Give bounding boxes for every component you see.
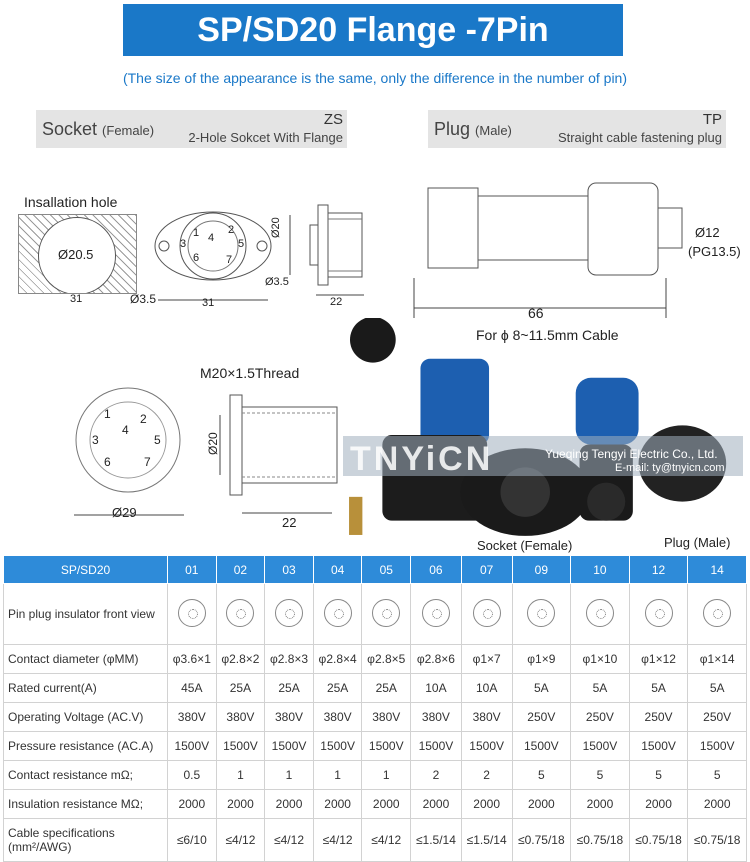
table-header-cell: 09 [512, 556, 571, 584]
table-cell: 2000 [571, 790, 630, 819]
plug-title: Plug (Male) [434, 119, 512, 139]
install-dim31: 31 [70, 293, 83, 305]
photo-socket-label: Socket (Female) [477, 538, 573, 553]
pin-3: 3 [180, 238, 187, 250]
pin-view-icon [313, 584, 362, 645]
table-cell: 25A [313, 674, 362, 703]
photo-plug-label: Plug (Male) [664, 535, 731, 550]
table-cell: 5A [571, 674, 630, 703]
row-label: Contact diameter (φMM) [4, 645, 168, 674]
pin-7: 7 [226, 254, 233, 266]
table-row [4, 819, 747, 862]
table-cell: 1500V [216, 732, 265, 761]
table-row [4, 645, 747, 674]
table-cell: 1 [362, 761, 411, 790]
thread-label: M20×1.5Thread [200, 365, 300, 381]
table-cell: ≤4/12 [362, 819, 411, 862]
thread-d20: Ø20 [206, 432, 220, 455]
table-cell: 250V [571, 703, 630, 732]
plug-side-drawing [410, 178, 690, 328]
page-subtitle: (The size of the appearance is the same, only the difference in the number of pin) [122, 70, 628, 86]
table-cell: ≤1.5/14 [461, 819, 512, 862]
table-cell: 1500V [168, 732, 217, 761]
table-cell: φ1×12 [629, 645, 688, 674]
socket-code: ZS [323, 111, 343, 128]
table-header-cell: 01 [168, 556, 217, 584]
socket-label-box [36, 110, 347, 148]
row-label: Rated current(A) [4, 674, 168, 703]
pin-view-icon [629, 584, 688, 645]
table-cell: 2000 [461, 790, 512, 819]
flange-front-drawing [150, 200, 280, 310]
pin-5: 5 [238, 238, 245, 250]
table-cell: ≤4/12 [313, 819, 362, 862]
table-cell: φ1×7 [461, 645, 512, 674]
table-row [4, 790, 747, 819]
table-cell: φ2.8×6 [411, 645, 462, 674]
table-cell: 45A [168, 674, 217, 703]
table-cell: ≤4/12 [216, 819, 265, 862]
socket-side-dim22: 22 [330, 296, 343, 308]
table-cell: 1500V [461, 732, 512, 761]
row-label: Cable specifications (mm²/AWG) [4, 819, 168, 862]
cable-note: For ϕ 8~11.5mm Cable [476, 327, 619, 343]
page-title: SP/SD20 Flange -7Pin [123, 4, 623, 56]
row-label: Insulation resistance MΩ; [4, 790, 168, 819]
bpin-3: 3 [92, 433, 99, 447]
table-cell: ≤1.5/14 [411, 819, 462, 862]
table-cell: 5 [688, 761, 747, 790]
table-cell: ≤0.75/18 [629, 819, 688, 862]
table-header-cell: 04 [313, 556, 362, 584]
plug-pg13-5: (PG13.5) [688, 244, 741, 259]
table-cell: 5 [629, 761, 688, 790]
bpin-1: 1 [104, 407, 111, 421]
bpin-5: 5 [154, 433, 161, 447]
table-header-cell: 12 [629, 556, 688, 584]
table-cell: ≤0.75/18 [571, 819, 630, 862]
table-cell: 2000 [168, 790, 217, 819]
plug-dim66: 66 [528, 305, 544, 321]
table-cell: 1 [313, 761, 362, 790]
pin-1: 1 [193, 227, 200, 239]
table-cell: 2 [411, 761, 462, 790]
pin-view-icon [411, 584, 462, 645]
install-d3-5: Ø3.5 [130, 292, 157, 306]
bpin-7: 7 [144, 455, 151, 469]
row-label: Pressure resistance (AC.A) [4, 732, 168, 761]
pin-view-icon [362, 584, 411, 645]
pin-view-icon [461, 584, 512, 645]
row-label: Operating Voltage (AC.V) [4, 703, 168, 732]
product-photo [330, 318, 730, 550]
table-cell: 1500V [629, 732, 688, 761]
pin-view-icon [216, 584, 265, 645]
table-cell: 2000 [216, 790, 265, 819]
table-cell: 250V [629, 703, 688, 732]
table-cell: 5A [688, 674, 747, 703]
table-cell: 380V [461, 703, 512, 732]
table-cell: 5A [629, 674, 688, 703]
table-row [4, 761, 747, 790]
pin-2: 2 [228, 224, 235, 236]
socket-desc: 2-Hole Sokcet With Flange [188, 130, 343, 145]
table-cell: 10A [461, 674, 512, 703]
table-cell: 2000 [362, 790, 411, 819]
table-cell: 250V [688, 703, 747, 732]
table-cell: 1500V [362, 732, 411, 761]
plug-desc: Straight cable fastening plug [557, 130, 722, 145]
bpin-4: 4 [122, 423, 129, 437]
table-cell: φ2.8×2 [216, 645, 265, 674]
pin-view-icon [265, 584, 314, 645]
table-cell: 25A [265, 674, 314, 703]
table-cell: ≤4/12 [265, 819, 314, 862]
pin-6: 6 [193, 252, 200, 264]
bpin-2: 2 [140, 412, 147, 426]
table-cell: 5 [512, 761, 571, 790]
table-cell: 1500V [571, 732, 630, 761]
table-header-cell: 02 [216, 556, 265, 584]
bpin-6: 6 [104, 455, 111, 469]
table-row-pin-view [4, 584, 747, 645]
pin-view-icon [512, 584, 571, 645]
table-row [4, 732, 747, 761]
table-cell: 380V [362, 703, 411, 732]
row-label: Pin plug insulator front view [4, 584, 168, 645]
table-cell: 2000 [411, 790, 462, 819]
table-cell: 2000 [512, 790, 571, 819]
table-cell: φ2.8×3 [265, 645, 314, 674]
table-cell: ≤0.75/18 [512, 819, 571, 862]
table-cell: 380V [411, 703, 462, 732]
table-cell: 380V [216, 703, 265, 732]
brand-logo: TNYiCN [350, 440, 494, 478]
install-hole-label: Insallation hole [24, 194, 118, 210]
flange-dim31: 31 [202, 297, 215, 309]
table-cell: 1 [265, 761, 314, 790]
table-header-cell: 14 [688, 556, 747, 584]
thread-dim22: 22 [282, 515, 297, 530]
socket-side-d20: Ø20 [270, 217, 282, 238]
table-cell: 0.5 [168, 761, 217, 790]
table-cell: 2 [461, 761, 512, 790]
table-cell: 1500V [265, 732, 314, 761]
table-cell: 25A [362, 674, 411, 703]
table-header-cell: 05 [362, 556, 411, 584]
table-row [4, 703, 747, 732]
table-cell: 10A [411, 674, 462, 703]
pin-view-icon [571, 584, 630, 645]
table-header-row [4, 556, 747, 584]
table-header-cell: 07 [461, 556, 512, 584]
flange-d3-5: Ø3.5 [265, 276, 289, 288]
table-cell: 5A [512, 674, 571, 703]
table-cell: 2000 [265, 790, 314, 819]
socket-side-drawing [280, 195, 380, 305]
table-cell: 5 [571, 761, 630, 790]
pin-view-icon [688, 584, 747, 645]
table-cell: 25A [216, 674, 265, 703]
plug-label-box [428, 110, 726, 148]
table-cell: 380V [265, 703, 314, 732]
brand-company: Yueqing Tengyi Electric Co., Ltd. [545, 447, 718, 461]
table-cell: φ1×9 [512, 645, 571, 674]
spec-table [3, 555, 747, 862]
table-cell: 380V [313, 703, 362, 732]
row-label: Contact resistance mΩ; [4, 761, 168, 790]
table-cell: φ2.8×5 [362, 645, 411, 674]
table-cell: φ3.6×1 [168, 645, 217, 674]
socket-title: Socket (Female) [42, 119, 155, 139]
table-cell: ≤0.75/18 [688, 819, 747, 862]
table-header-cell: 10 [571, 556, 630, 584]
table-cell: 2000 [629, 790, 688, 819]
table-cell: 1500V [512, 732, 571, 761]
table-cell: 1 [216, 761, 265, 790]
table-header-cell: 06 [411, 556, 462, 584]
install-d20-5: Ø20.5 [58, 247, 94, 262]
pin-4: 4 [208, 232, 215, 244]
plug-code: TP [702, 111, 722, 128]
table-row [4, 674, 747, 703]
table-cell: φ2.8×4 [313, 645, 362, 674]
dim-d29: Ø29 [112, 505, 137, 520]
table-cell: 250V [512, 703, 571, 732]
table-cell: φ1×14 [688, 645, 747, 674]
pin-view-icon [168, 584, 217, 645]
table-cell: 1500V [411, 732, 462, 761]
table-cell: 1500V [688, 732, 747, 761]
table-cell: 380V [168, 703, 217, 732]
brand-email: E-mail: ty@tnyicn.com [615, 462, 725, 474]
table-cell: 2000 [688, 790, 747, 819]
table-header-cell: SP/SD20 [4, 556, 168, 584]
table-cell: 2000 [313, 790, 362, 819]
table-cell: 1500V [313, 732, 362, 761]
table-cell: φ1×10 [571, 645, 630, 674]
table-header-cell: 03 [265, 556, 314, 584]
plug-d12: Ø12 [695, 225, 720, 240]
table-cell: ≤6/10 [168, 819, 217, 862]
